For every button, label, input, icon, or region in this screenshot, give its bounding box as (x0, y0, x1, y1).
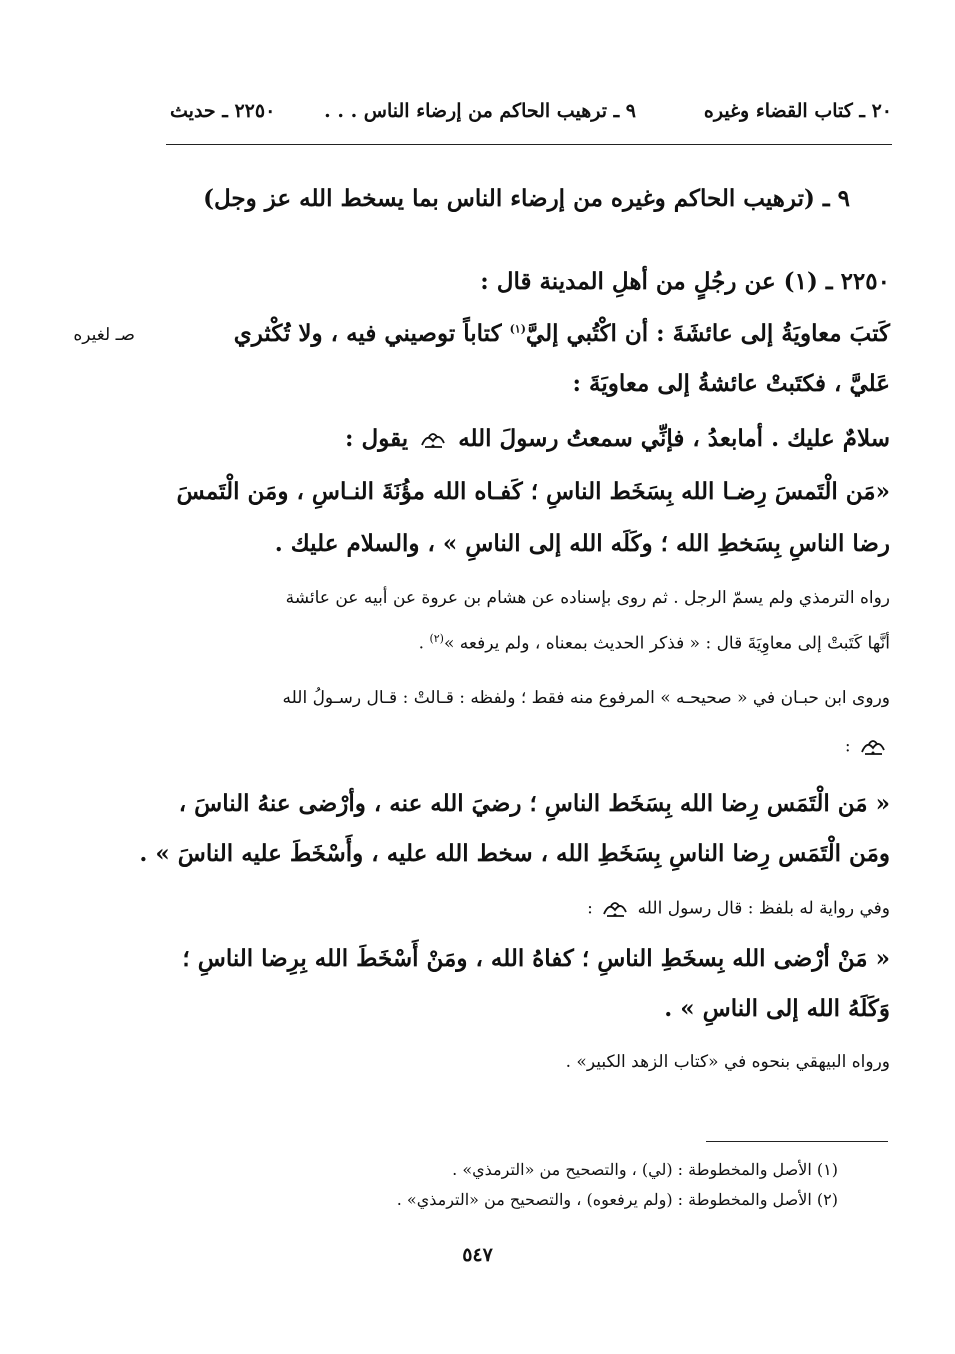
hadith-number-line: ٢٢٥٠ ـ (١) عن رجُلٍ من أهلِ المدينة قال : (480, 268, 890, 295)
salutation-icon (859, 736, 887, 758)
commentary-1-line-2-text: أنَّها كَتَبتْ إلى معاوِيَةَ قال : « فذكر الحديث بمعناه ، ولم يرفعه » (443, 633, 890, 654)
header-rule (166, 144, 892, 145)
header-hadith-number: ٢٢٥٠ ـ حديث (170, 100, 276, 122)
commentary-3 (160, 898, 890, 920)
hadith-line-1-text-a: كَتبَ معاويَةُ إلى عائشَةَ : أن اكْتُبي إليَّ (525, 320, 890, 347)
hadith-line-6: « مَن الْتَمَس رِضا الله بِسَخَط الناسِ ؛ رضيَ الله عنه ، وأرْضى عنهُ الناسَ ، (178, 790, 890, 817)
hadith-line-1 (160, 320, 890, 347)
hadith-line-4: «مَن الْتَمسَ رِضـا الله بِسَخَط الناسِ ؛ كَفـاه الله مؤُنَةَ النـاسِ ، ومَن الْتَمسَ (176, 478, 890, 505)
commentary-3-text: وفي رواية له بلفظ : قال رسول الله (637, 898, 890, 919)
hadith-line-2: عَليَّ ، فكتَبتْ عائشةُ إلى معاويَةَ : (572, 370, 890, 397)
commentary-2-line-2 (160, 736, 890, 758)
commentary-2-line-2-colon: : (844, 736, 851, 757)
hadith-line-3 (160, 425, 890, 452)
running-header (170, 100, 892, 130)
page-number: ٥٤٧ (462, 1244, 493, 1266)
grade-margin-note: صـ لغيره (73, 325, 135, 345)
commentary-1-line-2 (160, 632, 890, 654)
footnote-ref-2: (٢) (429, 632, 444, 645)
salutation-icon (419, 429, 447, 451)
commentary-1-line-2-end: . (418, 633, 430, 654)
hadith-line-7: ومَن الْتَمَس رِضا الناسِ بِسَخَطِ الله ، سخط الله عليه ، وأَسْخَطَ عليه الناسَ » . (139, 840, 890, 867)
salutation-icon (601, 898, 629, 920)
footnote-2: (٢) الأصل والمخطوطة : (ولم يرفعوه) ، والتصحيح من «الترمذي» . (396, 1190, 838, 1209)
footnote-rule (706, 1141, 888, 1142)
footnote-ref-1: (١) (509, 322, 526, 336)
hadith-line-5: رضا الناسِ بِسَخطِ الله ؛ وكَلَه الله إلى الناسِ » ، والسلام عليك . (274, 530, 890, 557)
commentary-1-line-1: رواه الترمذي ولم يسمّ الرجل . ثم روى بإسناده عن هشام بن عروة عن أبيه عن عائشة (285, 588, 890, 608)
hadith-line-3-text: سلامٌ عليك . أمابعدُ ، فإنِّي سمعتُ رسولَ الله (458, 425, 890, 452)
chapter-title: ٩ ـ (ترهيب الحاكم وغيره من إرضاء الناس بما يسخط الله عز وجل) (203, 185, 850, 212)
hadith-line-3-end: يقول : (345, 425, 409, 452)
commentary-2-line-1: وروى ابن حبـان في « صحيحـه » المرفوع منه فقط ؛ ولفظه : قـالتْ : قـال رسـولُ الله (282, 688, 890, 708)
header-book-title: ٢٠ ـ كتاب القضاء وغيره (703, 100, 892, 122)
hadith-line-1-text-b: كتاباً توصيني فيه ، ولا تُكْثري (233, 320, 510, 347)
header-chapter-title: ٩ ـ ترهيب الحاكم من إرضاء الناس . . . (324, 100, 636, 122)
hadith-line-8: « مَنْ أرْضى الله بِسخَطِ الناسِ ؛ كفاهُ الله ، ومَنْ أَسْخَطَ الله بِرِضا الناسِ ؛ (182, 945, 890, 972)
hadith-line-9: وَكَلَهُ الله إلى الناسِ » . (664, 995, 890, 1022)
commentary-4: ورواه البيهقي بنحوه في «كتاب الزهد الكبير» . (565, 1052, 890, 1072)
footnote-1: (١) الأصل والمخطوطة : (لي) ، والتصحيح من «الترمذي» . (452, 1160, 838, 1179)
commentary-3-colon: : (587, 898, 593, 919)
